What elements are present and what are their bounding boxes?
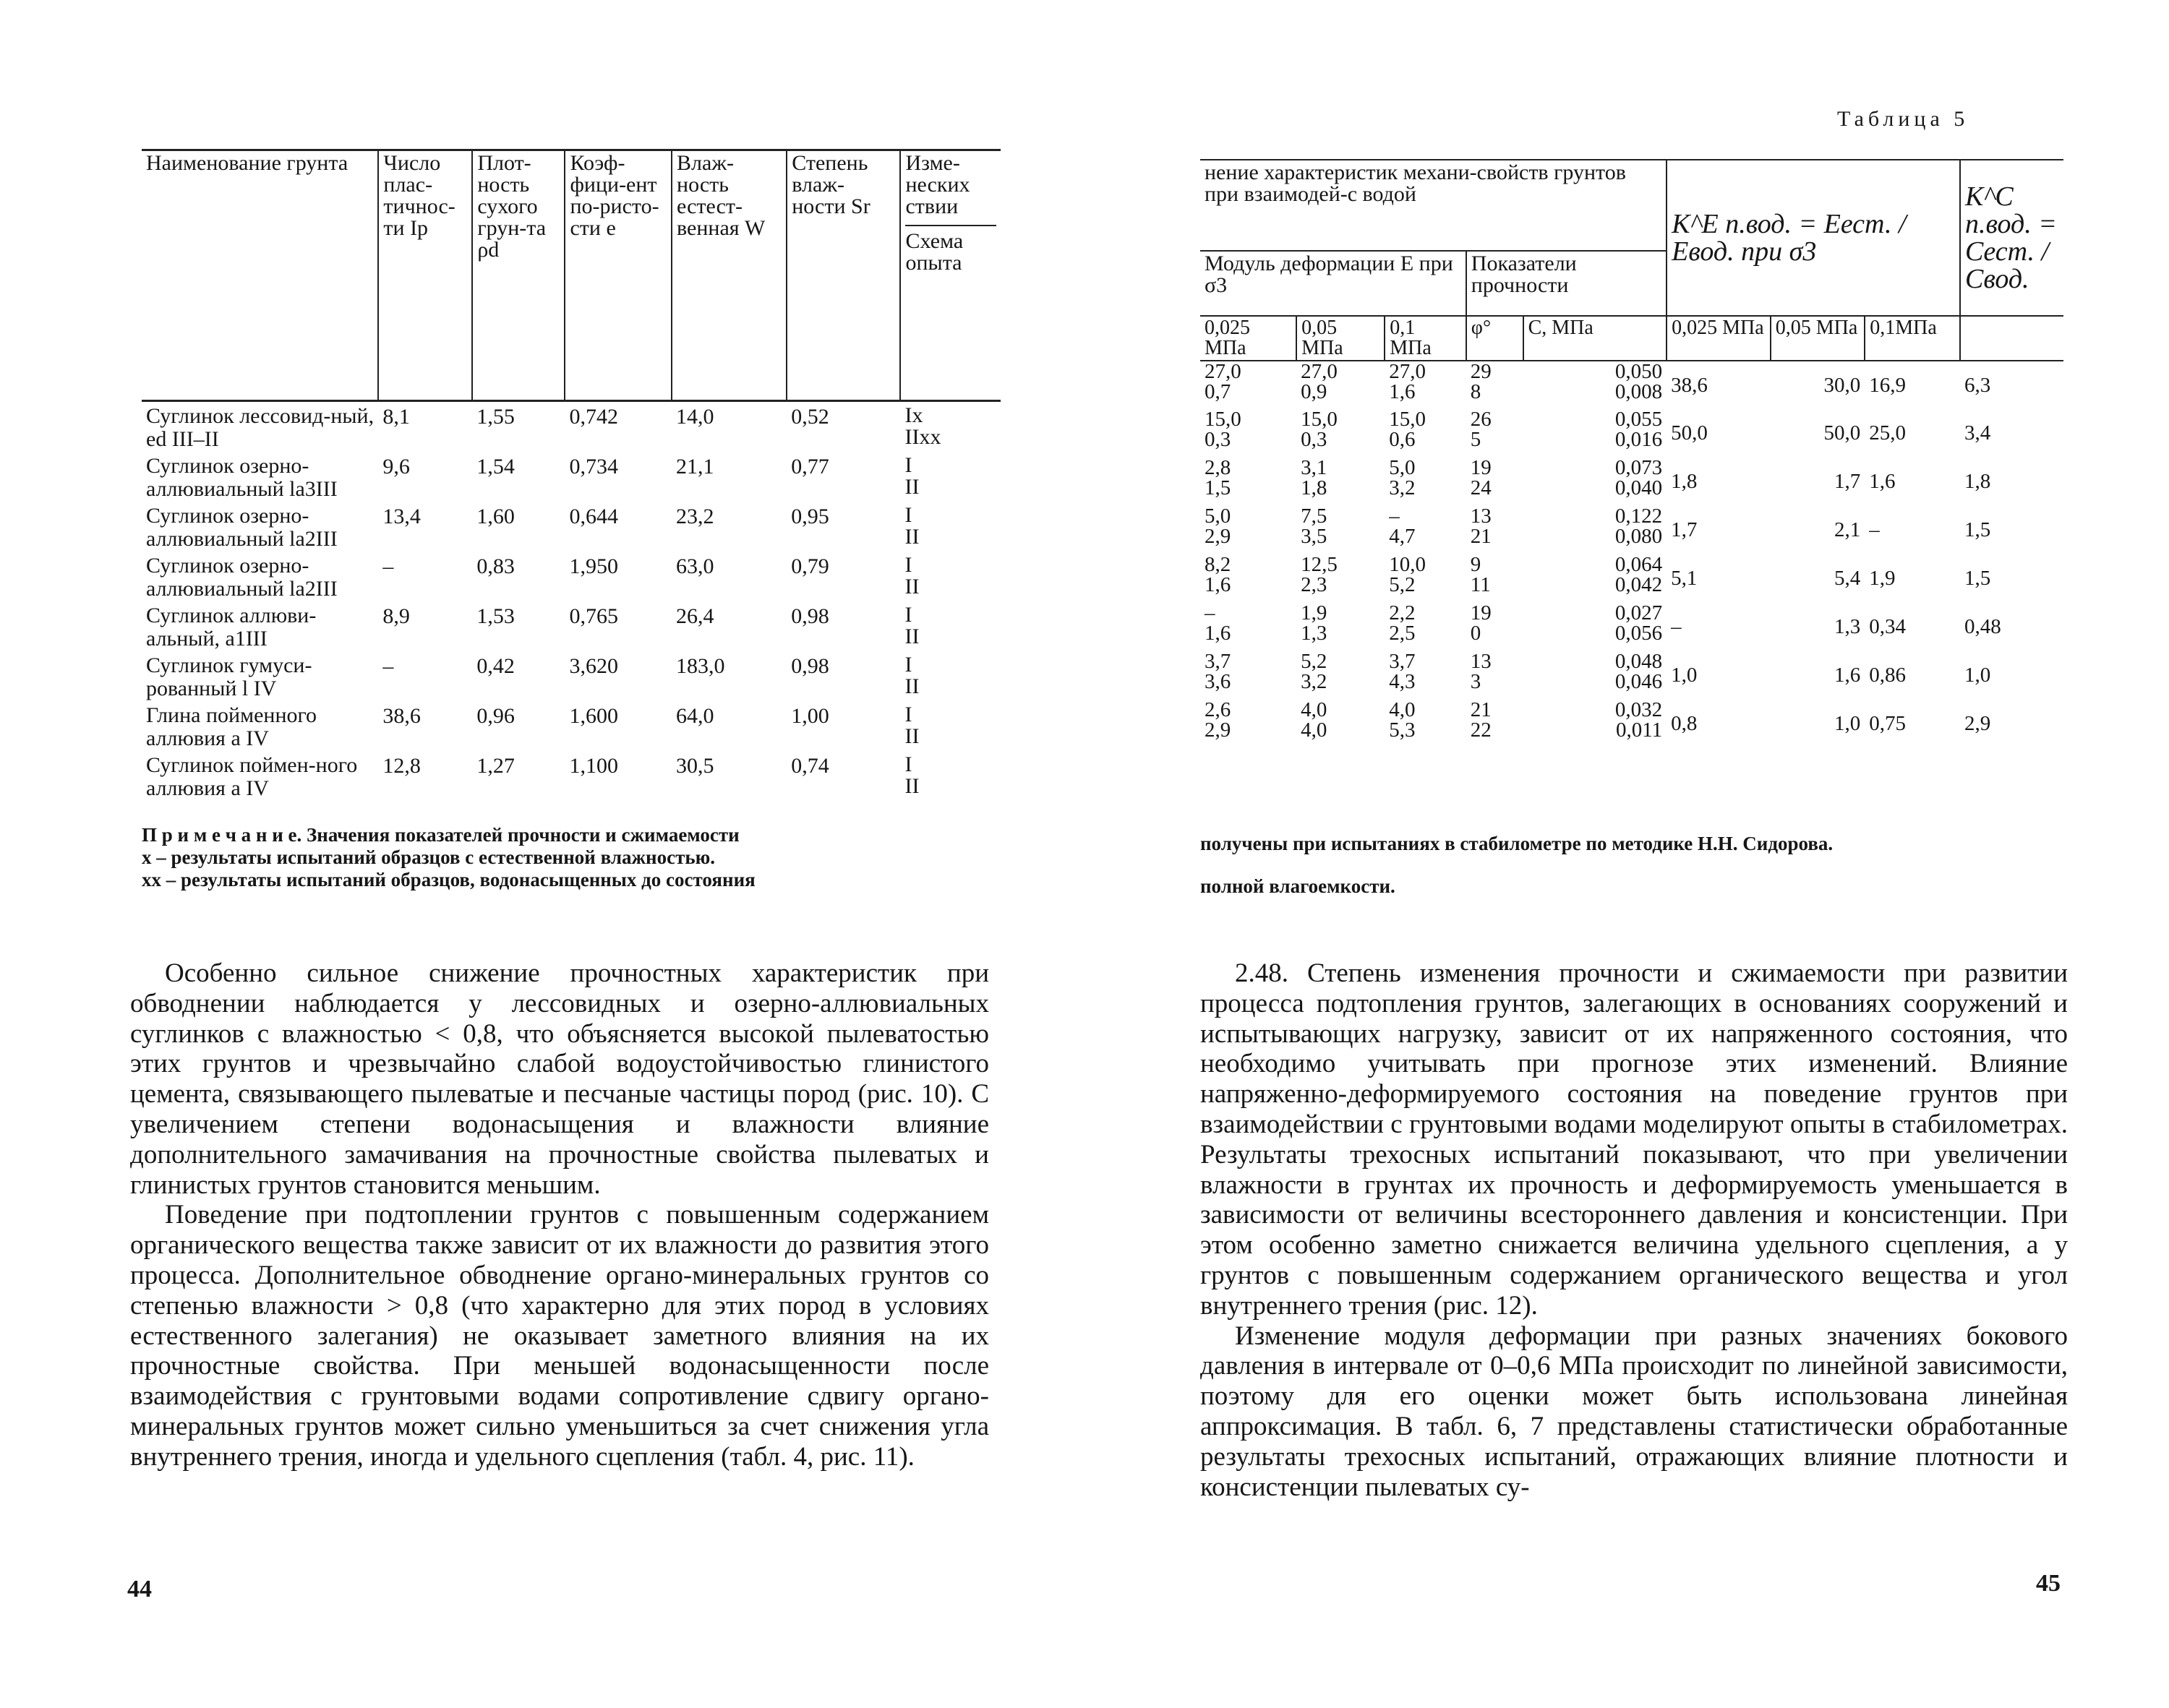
cell-modulus-01 <box>1385 409 1466 458</box>
cell-porosity: 1,950 <box>569 554 618 578</box>
cell-value: 0,056 <box>1614 622 1663 645</box>
cell-value: 0,032 <box>1614 698 1663 721</box>
left-body-text <box>130 958 989 1472</box>
cell-modulus-005 <box>1296 409 1385 458</box>
header-porosity: Коэф-фици-ент по-ристо-сти e <box>565 150 672 401</box>
cell-modulus-0025 <box>1200 409 1296 458</box>
cell-cohesion <box>1523 603 1667 651</box>
cell-modulus-0025 <box>1200 554 1296 603</box>
cell-ratio-0025: 38,6 <box>1671 373 1708 397</box>
scheme-value: II <box>904 525 920 549</box>
cell-value: 13 <box>1470 650 1492 673</box>
cell-modulus-01 <box>1385 458 1466 506</box>
cell-value: 0,016 <box>1614 428 1663 452</box>
cell-value: 26 <box>1470 408 1492 431</box>
cell-value: 5,0 <box>1389 456 1416 479</box>
cell-value: 2,3 <box>1301 573 1327 597</box>
cell-value: 0,080 <box>1614 525 1663 549</box>
table-caption: Таблица 5 <box>1837 107 1969 131</box>
cell-value: 2,6 <box>1205 698 1231 721</box>
cell-modulus-01 <box>1385 506 1466 554</box>
cell-moisture: 14,0 <box>676 405 714 429</box>
right-body-text <box>1200 958 2068 1502</box>
cell-friction-angle <box>1466 554 1523 603</box>
cell-value: 2,9 <box>1205 718 1231 742</box>
header-density: Плот-ность сухого грун-та ρd <box>472 150 565 401</box>
cell-friction-angle <box>1466 603 1523 651</box>
cell-value: 24 <box>1470 476 1492 500</box>
header-name: Наименование грунта <box>142 150 378 401</box>
cell-value: 2,8 <box>1205 456 1231 479</box>
cell-value: 7,5 <box>1301 505 1327 528</box>
table-row <box>142 701 1001 751</box>
paragraph: Изменение модуля деформации при разных значениях бокового давления в интервале от 0–0,6 МПа происходит по линейной зависимости, поэтому для его оценки может быть использована линейная аппроксимация. В табл. 6, 7 представлены статистически обработанные результаты трехосных испытаний, отражающих влияние плотности и консистенции пылеватых су- <box>1200 1321 2068 1502</box>
subheader-cell: 0,025 МПа <box>1667 316 1771 361</box>
cell-soil-name: Суглинок лессовид-ный, ed III–II <box>146 404 375 451</box>
scheme-value: IIхх <box>904 425 941 449</box>
table-row <box>1200 458 2063 506</box>
table-row <box>142 452 1001 502</box>
cell-ratio-005: 1,3 <box>1834 615 1861 639</box>
cell-saturation: 0,77 <box>791 455 829 479</box>
scheme-value: I <box>904 653 912 677</box>
table-note <box>1200 833 2068 898</box>
cell-porosity: 0,742 <box>569 405 618 429</box>
cell-value: – <box>1389 505 1400 528</box>
cell-value: 22 <box>1470 718 1492 742</box>
note-line: х – результаты испытаний образцов с естественной влажностью. <box>142 846 716 869</box>
cell-value: 5,2 <box>1301 650 1327 673</box>
cell-saturation: 0,74 <box>791 754 829 778</box>
cell-porosity: 0,734 <box>569 455 618 479</box>
cell-plasticity: 13,4 <box>382 505 421 528</box>
cell-ratio-01: 0,34 <box>1869 615 1906 639</box>
cell-value: 0,048 <box>1614 650 1663 673</box>
cell-friction-angle <box>1466 700 1523 748</box>
cell-value: 1,6 <box>1205 573 1231 597</box>
cell-value: 2,2 <box>1389 601 1416 625</box>
cell-value: 4,0 <box>1389 698 1416 721</box>
cell-value: 0,011 <box>1615 718 1663 742</box>
cell-value: 27,0 <box>1389 360 1426 383</box>
cell-value: 19 <box>1470 456 1492 479</box>
cell-value: 21 <box>1470 698 1492 721</box>
cell-moisture: 64,0 <box>676 704 714 728</box>
cell-value: 15,0 <box>1389 408 1426 431</box>
cell-saturation: 0,95 <box>791 505 829 528</box>
cell-value: 0,9 <box>1301 380 1327 404</box>
cell-density: 1,55 <box>476 405 515 429</box>
cell-value: 10,0 <box>1389 553 1426 576</box>
cell-moisture: 30,5 <box>676 754 714 778</box>
subheader-cell: 0,1МПа <box>1865 316 1960 361</box>
cell-ratio-0025: 5,1 <box>1671 567 1698 591</box>
cell-ratio-005: 1,7 <box>1834 470 1861 494</box>
cell-ratio-005: 5,4 <box>1834 567 1861 591</box>
paragraph: 2.48. Степень изменения прочности и сжимаемости при развитии процесса подтопления грунтов, залегающих в основаниях сооружений и испытывающих нагрузку, зависит от их напряженного состояния, что необходимо учитывать при прогнозе этих изменений. Влияние напряженно-деформируемого состояния на поведение грунтов при взаимодействии с грунтовыми водами моделируют опыты в стабилометрах. Результаты трехосных испытаний показывают, что при увеличении влажности в грунтах их прочность и деформируемость уменьшается в зависимости от величины всестороннего давления и консистенции. При этом особенно заметно снижается величина удельного сцепления, а у грунтов с повышенным содержанием органического вещества и угол внутреннего трения (рис. 12). <box>1200 958 2068 1321</box>
right-page <box>1084 0 2169 1708</box>
cell-cohesion <box>1523 361 1667 409</box>
cell-moisture: 183,0 <box>676 654 725 678</box>
cell-density: 1,54 <box>476 455 515 479</box>
header-scheme: Схема опыта <box>905 225 996 274</box>
cell-value: 4,7 <box>1389 525 1416 549</box>
cell-ratio-01: 0,86 <box>1869 664 1906 687</box>
cell-ratio-005: 50,0 <box>1823 421 1861 445</box>
cell-ratio-0025: 0,8 <box>1671 712 1698 736</box>
cell-ratio-0025: 1,8 <box>1671 470 1698 494</box>
cell-soil-name: Глина пойменного аллювия a IV <box>146 703 317 750</box>
scheme-value: I <box>904 603 912 627</box>
cell-value: 8 <box>1470 380 1481 404</box>
cell-value: 0,050 <box>1614 360 1663 383</box>
cell-modulus-01 <box>1385 361 1466 409</box>
cell-saturation: 0,52 <box>791 405 829 429</box>
header-ratio-e: K^E п.вод. = Eест. / Eвод. при σ3 <box>1667 160 1960 316</box>
cell-value: 4,0 <box>1301 718 1327 742</box>
cell-moisture: 23,2 <box>676 505 714 528</box>
cell-scheme <box>900 452 1001 502</box>
header-change <box>900 150 1001 401</box>
cell-ratio-005: 1,0 <box>1834 712 1861 736</box>
cell-cohesion <box>1523 409 1667 458</box>
table-body <box>1200 361 2063 748</box>
scheme-value: II <box>904 625 920 648</box>
cell-value: 3,7 <box>1205 650 1231 673</box>
cell-soil-name: Суглинок поймен-ного аллювия a IV <box>146 753 358 800</box>
cell-ratio-cohesion: 2,9 <box>1964 712 1991 736</box>
cell-density: 1,60 <box>476 505 515 528</box>
cell-plasticity: 12,8 <box>382 754 421 778</box>
cell-modulus-005 <box>1296 361 1385 409</box>
cell-value: 11 <box>1470 573 1491 597</box>
table-row <box>1200 554 2063 603</box>
page-number: 45 <box>2036 1570 2061 1597</box>
cell-cohesion <box>1523 458 1667 506</box>
cell-modulus-005 <box>1296 506 1385 554</box>
cell-ratio-cohesion: 3,4 <box>1964 421 1991 445</box>
cell-scheme <box>900 751 1001 801</box>
mechanical-properties-table <box>1200 159 2063 748</box>
cell-plasticity: – <box>382 654 394 678</box>
cell-ratio-0025: 50,0 <box>1671 421 1708 445</box>
cell-value: 4,0 <box>1301 698 1327 721</box>
cell-modulus-005 <box>1296 700 1385 748</box>
table-subheader-row <box>1200 316 2063 361</box>
cell-value: 27,0 <box>1301 360 1338 383</box>
cell-soil-name: Суглинок аллюви-альный, a1III <box>146 604 317 651</box>
cell-density: 0,42 <box>476 654 515 678</box>
cell-modulus-005 <box>1296 603 1385 651</box>
cell-scheme <box>900 401 1001 452</box>
cell-density: 1,53 <box>476 604 515 628</box>
cell-ratio-cohesion: 1,8 <box>1964 470 1991 494</box>
cell-value: 1,9 <box>1301 601 1327 625</box>
subheader-cell <box>1960 316 2063 361</box>
table-row <box>142 401 1001 452</box>
cell-modulus-01 <box>1385 554 1466 603</box>
cell-value: 0,3 <box>1301 428 1327 452</box>
cell-value: 8,2 <box>1205 553 1231 576</box>
scheme-value: II <box>904 475 920 499</box>
cell-soil-name: Суглинок гумуси-рованный l IV <box>146 653 312 700</box>
cell-modulus-0025 <box>1200 651 1296 700</box>
cell-value: 9 <box>1470 553 1481 576</box>
note-line: полной влагоемкости. <box>1200 875 1395 898</box>
cell-plasticity: 9,6 <box>382 455 410 479</box>
cell-value: 0,046 <box>1614 670 1663 694</box>
header-saturation: Степень влаж-ности Sr <box>787 150 900 401</box>
cell-modulus-0025 <box>1200 700 1296 748</box>
cell-value: 1,6 <box>1389 380 1416 404</box>
cell-moisture: 21,1 <box>676 455 714 479</box>
cell-scheme <box>900 552 1001 601</box>
cell-value: 2,9 <box>1205 525 1231 549</box>
header-modulus: Модуль деформации E при σ3 <box>1200 251 1466 316</box>
cell-value: 3,2 <box>1389 476 1416 500</box>
cell-cohesion <box>1523 700 1667 748</box>
cell-ratio-005: 30,0 <box>1823 373 1861 397</box>
paragraph: Поведение при подтоплении грунтов с повышенным содержанием органического вещества также зависит от их влажности до развития этого процесса. Дополнительное обводнение органо-минеральных грунтов со степенью влажности > 0,8 (что характерно для этих пород в условиях естественного залегания) не оказывает заметного влияния на их прочностные свойства. При меньшей водонасыщенности после взаимодействия с грунтовыми водами сопротивление сдвигу органо-минеральных грунтов может сильно уменьшиться за счет снижения угла внутреннего трения, иногда и удельного сцепления (табл. 4, рис. 11). <box>130 1200 989 1472</box>
cell-porosity: 0,765 <box>569 604 618 628</box>
cell-value: 3,2 <box>1301 670 1327 694</box>
subheader-cell: C, МПа <box>1523 316 1667 361</box>
scheme-value: Iх <box>904 403 923 427</box>
cell-ratio-01: 16,9 <box>1869 373 1906 397</box>
cell-scheme <box>900 502 1001 552</box>
cell-value: 5,0 <box>1205 505 1231 528</box>
cell-value: 0,073 <box>1614 456 1663 479</box>
cell-modulus-0025 <box>1200 361 1296 409</box>
cell-value: – <box>1205 601 1215 625</box>
header-strength: Показатели прочности <box>1466 251 1667 316</box>
note-line: хх – результаты испытаний образцов, водонасыщенных до состояния <box>142 869 756 891</box>
table-row <box>142 601 1001 651</box>
soil-properties-table <box>142 149 1001 801</box>
cell-value: 1,8 <box>1301 476 1327 500</box>
scheme-value: II <box>904 774 920 798</box>
cell-value: 21 <box>1470 525 1492 549</box>
note-line: получены при испытаниях в стабилометре по методике Н.Н. Сидорова. <box>1200 833 1834 854</box>
table-row <box>142 751 1001 801</box>
table-header-row <box>1200 160 2063 251</box>
cell-value: 27,0 <box>1205 360 1241 383</box>
cell-ratio-01: 25,0 <box>1869 421 1906 445</box>
cell-value: 1,6 <box>1205 622 1231 645</box>
scheme-value: II <box>904 674 920 698</box>
cell-friction-angle <box>1466 361 1523 409</box>
cell-value: 0,7 <box>1205 380 1231 404</box>
cell-modulus-0025 <box>1200 458 1296 506</box>
cell-value: 1,3 <box>1301 622 1327 645</box>
subheader-cell: 0,1 МПа <box>1385 316 1466 361</box>
table-row <box>1200 603 2063 651</box>
subheader-cell: 0,025 МПа <box>1200 316 1296 361</box>
scheme-value: II <box>904 575 920 598</box>
table-row <box>1200 700 2063 748</box>
cell-scheme <box>900 601 1001 651</box>
cell-value: 5,2 <box>1389 573 1416 597</box>
cell-modulus-005 <box>1296 651 1385 700</box>
cell-value: 0,040 <box>1614 476 1663 500</box>
cell-saturation: 1,00 <box>791 704 829 728</box>
cell-ratio-01: 0,75 <box>1869 712 1906 736</box>
cell-modulus-005 <box>1296 458 1385 506</box>
header-ratio-c: K^C п.вод. = Cест. / Cвод. <box>1960 160 2063 316</box>
cell-value: 0,008 <box>1614 380 1663 404</box>
cell-ratio-005: 1,6 <box>1834 664 1861 687</box>
table-row <box>142 651 1001 701</box>
page-number: 44 <box>127 1576 152 1602</box>
cell-friction-angle <box>1466 651 1523 700</box>
cell-scheme <box>900 651 1001 701</box>
cell-moisture: 26,4 <box>676 604 714 628</box>
cell-friction-angle <box>1466 506 1523 554</box>
cell-modulus-01 <box>1385 651 1466 700</box>
cell-density: 1,27 <box>476 754 515 778</box>
cell-value: 0,3 <box>1205 428 1231 452</box>
cell-modulus-005 <box>1296 554 1385 603</box>
subheader-cell: φ° <box>1466 316 1523 361</box>
header-moisture: Влаж-ность естест-венная W <box>672 150 787 401</box>
cell-density: 0,83 <box>476 554 515 578</box>
note-line: П р и м е ч а н и е. Значения показателей прочности и сжимаемости <box>142 824 740 846</box>
cell-value: 12,5 <box>1301 553 1338 576</box>
cell-plasticity: 38,6 <box>382 704 421 728</box>
cell-value: 0,055 <box>1614 408 1663 431</box>
cell-moisture: 63,0 <box>676 554 714 578</box>
cell-ratio-cohesion: 0,48 <box>1964 615 2001 639</box>
subheader-cell: 0,05 МПа <box>1771 316 1865 361</box>
cell-friction-angle <box>1466 409 1523 458</box>
cell-modulus-01 <box>1385 700 1466 748</box>
cell-value: 0,064 <box>1614 553 1663 576</box>
table-row <box>1200 361 2063 409</box>
cell-value: 15,0 <box>1301 408 1338 431</box>
table-row <box>1200 506 2063 554</box>
scheme-value: I <box>904 553 912 577</box>
left-page <box>0 0 1084 1708</box>
cell-ratio-01: 1,6 <box>1869 470 1896 494</box>
cell-ratio-0025: 1,0 <box>1671 664 1698 687</box>
cell-ratio-005: 2,1 <box>1834 518 1861 542</box>
cell-ratio-cohesion: 6,3 <box>1964 373 1991 397</box>
header-main: нение характеристик механи-свойств грунтов при взаимодей-с водой <box>1200 160 1667 251</box>
cell-value: 3 <box>1470 670 1481 694</box>
cell-value: 29 <box>1470 360 1492 383</box>
table-row <box>142 552 1001 601</box>
cell-value: 19 <box>1470 601 1492 625</box>
cell-value: 3,5 <box>1301 525 1327 549</box>
cell-scheme <box>900 701 1001 751</box>
table-header-row <box>142 150 1001 401</box>
cell-soil-name: Суглинок озерно-аллювиальный la2III <box>146 504 338 551</box>
scheme-value: II <box>904 724 920 748</box>
paragraph: Особенно сильное снижение прочностных характеристик при обводнении наблюдается у лессовидных и озерно-аллювиальных суглинков с влажностью < 0,8, что объясняется высокой пылеватостью этих грунтов и чрезвычайно слабой водоустойчивостью глинистого цемента, связывающего пылеватые и песчаные частицы пород (рис. 10). С увеличением степени водонасыщения и влажности влияние дополнительного замачивания на прочностные свойства пылеватых и глинистых грунтов становится меньшим. <box>130 958 989 1200</box>
cell-value: 0,122 <box>1614 505 1663 528</box>
cell-value: 3,7 <box>1389 650 1416 673</box>
table-row <box>1200 409 2063 458</box>
cell-value: 3,1 <box>1301 456 1327 479</box>
scheme-value: I <box>904 453 912 477</box>
cell-value: 13 <box>1470 505 1492 528</box>
cell-value: 5 <box>1470 428 1481 452</box>
cell-porosity: 1,600 <box>569 704 618 728</box>
table-row <box>1200 651 2063 700</box>
scheme-value: I <box>904 703 912 726</box>
cell-soil-name: Суглинок озерно-аллювиальный la2III <box>146 554 338 601</box>
cell-porosity: 1,100 <box>569 754 618 778</box>
cell-cohesion <box>1523 554 1667 603</box>
cell-ratio-0025: 1,7 <box>1671 518 1698 542</box>
cell-ratio-cohesion: 1,5 <box>1964 567 1991 591</box>
cell-value: 4,3 <box>1389 670 1416 694</box>
cell-value: 0,6 <box>1389 428 1416 452</box>
cell-plasticity: 8,9 <box>382 604 410 628</box>
cell-value: 1,5 <box>1205 476 1231 500</box>
cell-plasticity: 8,1 <box>382 405 410 429</box>
cell-plasticity: – <box>382 554 394 578</box>
cell-saturation: 0,98 <box>791 654 829 678</box>
subheader-cell: 0,05 МПа <box>1296 316 1385 361</box>
cell-modulus-01 <box>1385 603 1466 651</box>
cell-friction-angle <box>1466 458 1523 506</box>
cell-ratio-cohesion: 1,0 <box>1964 664 1991 687</box>
scheme-value: I <box>904 503 912 527</box>
cell-porosity: 0,644 <box>569 505 618 528</box>
cell-cohesion <box>1523 651 1667 700</box>
header-plasticity: Число плас-тичнос-ти Iр <box>378 150 472 401</box>
cell-modulus-0025 <box>1200 603 1296 651</box>
cell-value: 0,027 <box>1614 601 1663 625</box>
cell-saturation: 0,79 <box>791 554 829 578</box>
table-body <box>142 401 1001 802</box>
scheme-value: I <box>904 752 912 776</box>
header-change-label: Изме-неских ствии <box>905 151 970 218</box>
cell-value: 2,5 <box>1389 622 1416 645</box>
cell-ratio-01: – <box>1869 518 1880 542</box>
cell-ratio-0025: – <box>1671 615 1682 639</box>
cell-ratio-01: 1,9 <box>1869 567 1896 591</box>
cell-value: 5,3 <box>1389 718 1416 742</box>
cell-cohesion <box>1523 506 1667 554</box>
cell-ratio-cohesion: 1,5 <box>1964 518 1991 542</box>
cell-density: 0,96 <box>476 704 515 728</box>
cell-saturation: 0,98 <box>791 604 829 628</box>
cell-value: 3,6 <box>1205 670 1231 694</box>
cell-value: 0 <box>1470 622 1481 645</box>
cell-porosity: 3,620 <box>569 654 618 678</box>
cell-modulus-0025 <box>1200 506 1296 554</box>
cell-soil-name: Суглинок озерно-аллювиальный la3III <box>146 454 338 501</box>
table-note <box>142 824 1002 891</box>
table-row <box>142 502 1001 552</box>
cell-value: 0,042 <box>1614 573 1663 597</box>
cell-value: 15,0 <box>1205 408 1241 431</box>
